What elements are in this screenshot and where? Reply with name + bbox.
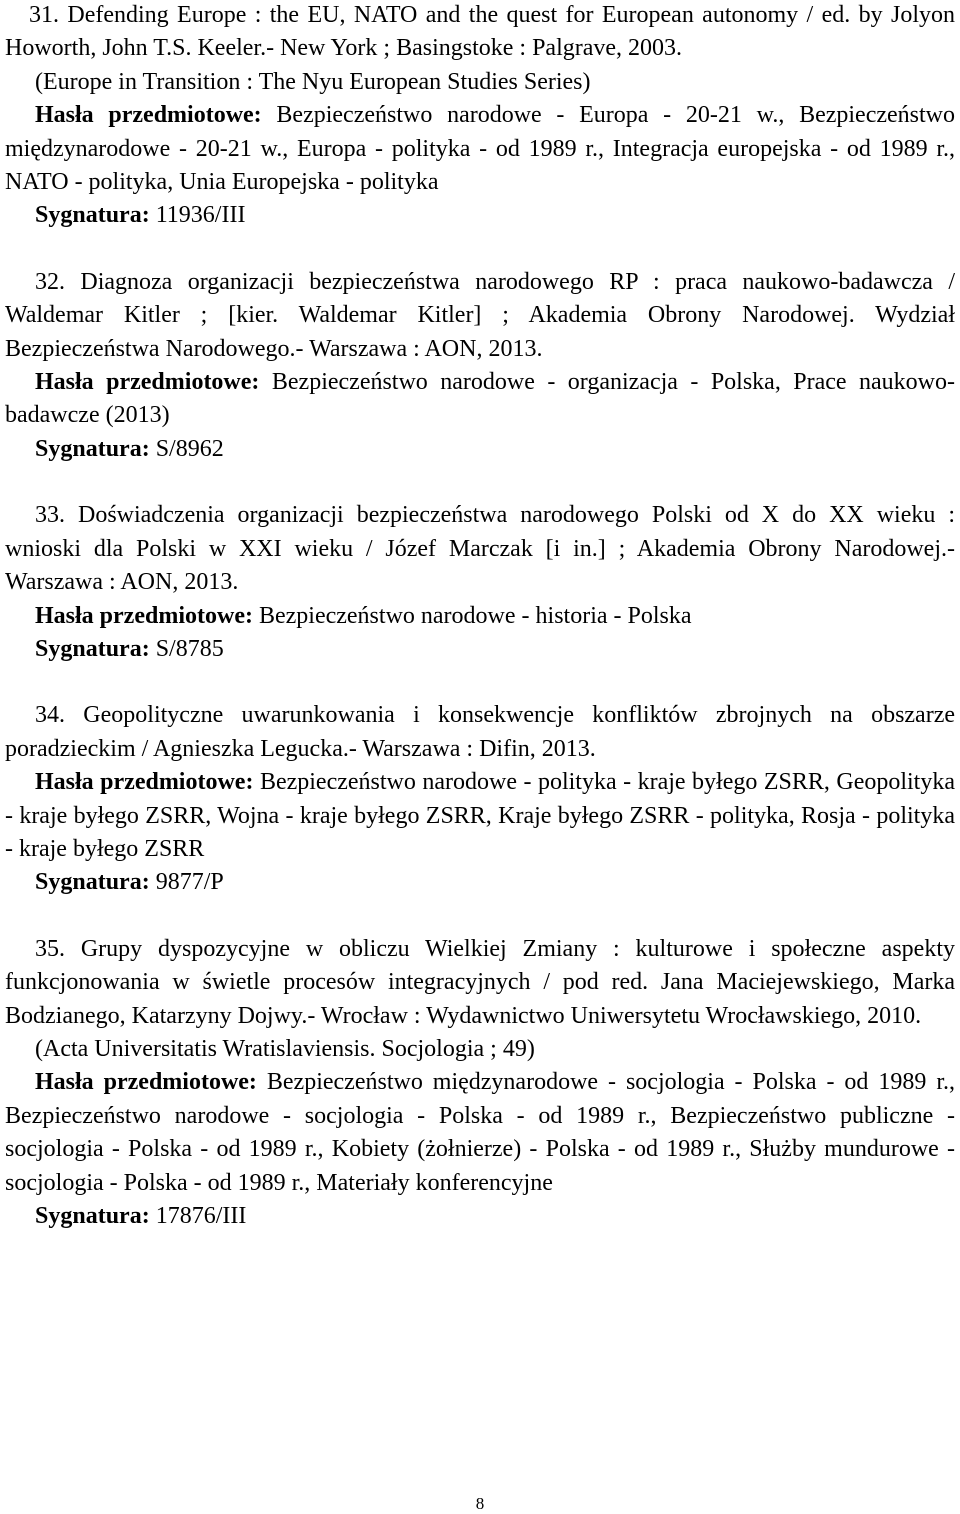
signature-label: Sygnatura: [35,202,150,229]
entry-signature [5,633,955,666]
entry-description [5,933,955,1033]
subjects-label: Hasła przedmiotowe: [35,102,262,129]
entry-subjects [5,766,955,866]
entry-signature [5,199,955,232]
bibliography-entry-35 [5,933,955,1234]
document-page [5,0,955,1233]
entry-number: 34. [35,702,65,729]
entry-series: (Europe in Transition : The Nyu European Studies Series) [35,68,591,95]
bibliography-entry-32 [5,266,955,466]
signature-value: 9877/P [155,869,224,896]
signature-value: 17876/III [155,1203,247,1229]
entry-description [5,499,955,599]
entry-signature [5,866,955,899]
signature-value: S/8962 [155,435,224,462]
entry-title: Doświadczenia organizacji bezpieczeństwa narodowego Polski od X do XX wieku : wnioski dla Polski w XXI wieku / Józef Marczak [i in.] ; Akademia Obrony Narodowej.- Warszawa : AON, 2013. [5,502,956,596]
entry-description [5,699,955,766]
entry-description [5,266,955,366]
subjects-text: Bezpieczeństwo narodowe - Europa - 20-21 w., Bezpieczeństwo międzynarodowe - 20-21 w., Europa - polityka - od 1989 r., Integracja europejska - od 1989 r., NATO - polityka, Unia Europejska - polityka [5,102,956,196]
entry-title: Diagnoza organizacji bezpieczeństwa narodowego RP : praca naukowo-badawcza / Waldemar Kitler ; [kier. Waldemar Kitler] ; Akademia Obrony Narodowej. Wydział Bezpieczeństwa Narodowego.- Warszawa : AON, 2013. [5,268,955,362]
subjects-label: Hasła przedmiotowe: [35,602,253,629]
entry-series: (Acta Universitatis Wratislaviensis. Socjologia ; 49) [35,1035,535,1062]
entry-description [5,0,955,66]
subjects-text: Bezpieczeństwo narodowe - polityka - kraje byłego ZSRR, Geopolityka - kraje byłego ZSRR, Wojna - kraje byłego ZSRR, Kraje byłego ZSRR - polityka, Rosja - polityka - kraje byłego ZSRR [5,769,956,862]
entry-signature [5,1200,955,1233]
entry-subjects [5,99,955,199]
signature-label: Sygnatura: [35,635,150,662]
subjects-text: Bezpieczeństwo narodowe - organizacja - Polska, Prace naukowo-badawcze (2013) [5,369,956,429]
bibliography-entry-31 [5,0,955,233]
entry-subjects [5,1066,955,1200]
signature-label: Sygnatura: [35,1203,150,1229]
entry-signature [5,433,955,466]
signature-label: Sygnatura: [35,435,150,462]
signature-value: S/8785 [155,635,224,662]
entry-number: 31. [29,2,59,28]
entry-title: Defending Europe : the EU, NATO and the quest for European autonomy / ed. by Jolyon Howorth, John T.S. Keeler.- New York ; Basingstoke : Palgrave, 2003. [5,2,955,62]
signature-value: 11936/III [155,202,246,229]
entry-number: 33. [35,502,65,529]
entry-number: 32. [35,268,65,295]
subjects-text: Bezpieczeństwo międzynarodowe - socjologia - Polska - od 1989 r., Bezpieczeństwo narodowe - socjologia - Polska - od 1989 r., Bezpieczeństwo publiczne - socjologia - Polska - od 1989 r., Kobiety (żołnierze) - Polska - od 1989 r., Służby mundurowe - socjologia - Polska - od 1989 r., Materiały konferencyjne [5,1069,956,1196]
subjects-label: Hasła przedmiotowe: [35,769,254,796]
entry-subjects [5,600,955,633]
bibliography-entry-34 [5,699,955,899]
page-number: 8 [475,1494,485,1513]
subjects-text: Bezpieczeństwo narodowe - historia - Polska [258,602,692,629]
entry-subjects [5,366,955,433]
signature-label: Sygnatura: [35,869,150,896]
entry-title: Grupy dyspozycyjne w obliczu Wielkiej Zmiany : kulturowe i społeczne aspekty funkcjonowania w świetle procesów integracyjnych / pod red. Jana Maciejewskiego, Marka Bodzianego, Katarzyny Dojwy.- Wrocław : Wydawnictwo Uniwersytetu Wrocławskiego, 2010. [5,935,955,1029]
entry-title: Geopolityczne uwarunkowania i konsekwencje konfliktów zbrojnych na obszarze poradzieckim / Agnieszka Legucka.- Warszawa : Difin, 2013. [5,702,956,762]
subjects-label: Hasła przedmiotowe: [35,1069,257,1096]
entry-number: 35. [35,935,65,962]
bibliography-entry-33 [5,499,955,666]
subjects-label: Hasła przedmiotowe: [35,369,260,396]
